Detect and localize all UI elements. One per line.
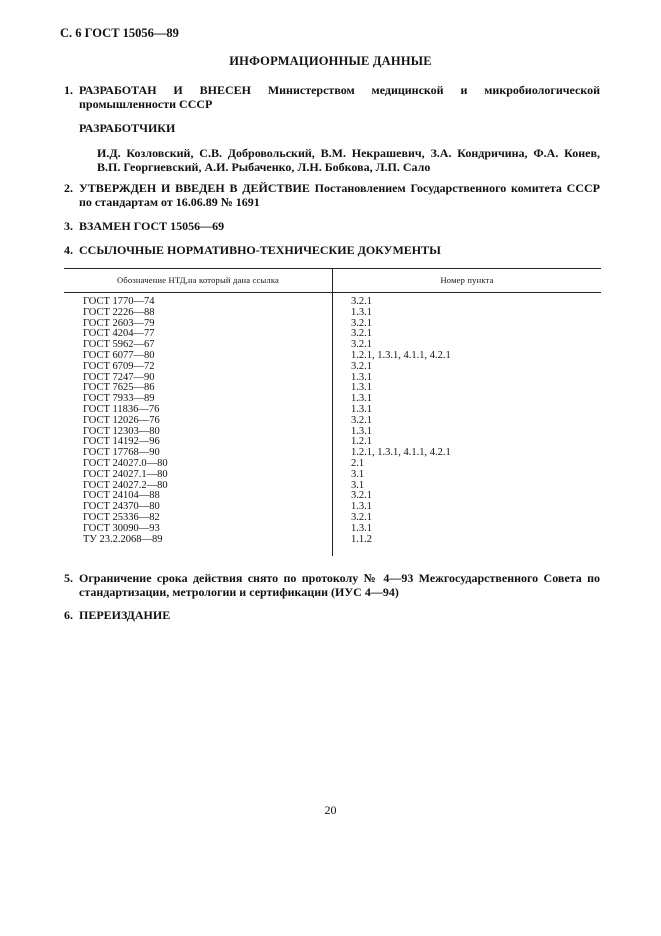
section-1 (64, 83, 600, 111)
document-designation: ГОСТ 1770—74 (83, 296, 155, 307)
section-5-text: Ограничение срока действия снято по протоколу № 4—93 Межгосударственного Совета по стандартизации, метрологии и сертификации (ИУС 4—94) (79, 571, 600, 599)
document-designation: ГОСТ 24027.0—80 (83, 457, 168, 469)
clause-number: 3.2.1 (351, 328, 372, 340)
clause-number: 1.3.1 (351, 382, 372, 394)
document-designation: ГОСТ 11836—76 (83, 403, 160, 415)
section-6-number: 6. (64, 608, 73, 622)
table-row (64, 535, 601, 546)
document-designation: ГОСТ 24104—88 (83, 490, 160, 502)
document-designation: ГОСТ 12303—80 (83, 425, 160, 437)
developers-list: И.Д. Козловский, С.В. Добровольский, В.М. Некрашевич, З.А. Кондричина, Ф.А. Конев, В.П. Георгиевский, А.И. Рыбаченко, Л.Н. Бобкова, Л.П. Сало (97, 146, 600, 174)
section-2 (64, 181, 600, 209)
document-designation: ГОСТ 4204—77 (83, 328, 155, 340)
clause-number: 1.3.1 (351, 306, 372, 318)
clause-number: 1.3.1 (351, 522, 372, 534)
clause-number: 3.1 (351, 468, 365, 480)
section-2-number: 2. (64, 181, 73, 195)
document-designation: ГОСТ 12026—76 (83, 414, 160, 426)
document-designation: ГОСТ 5962—67 (83, 339, 155, 351)
section-4-text: ССЫЛОЧНЫЕ НОРМАТИВНО-ТЕХНИЧЕСКИЕ ДОКУМЕНТЫ (79, 243, 441, 257)
document-designation: ГОСТ 24027.1—80 (83, 468, 168, 480)
references-table (64, 268, 601, 556)
clause-number: 3.2.1 (351, 360, 372, 372)
document-designation: ГОСТ 17768—90 (83, 447, 160, 459)
section-5-number: 5. (64, 571, 73, 585)
table-body (64, 297, 601, 545)
clause-number: 1.3.1 (351, 425, 372, 437)
clause-number: 1.2.1, 1.3.1, 4.1.1, 4.2.1 (351, 349, 451, 361)
table-row (64, 470, 601, 481)
page-number: 20 (324, 803, 337, 817)
clause-number: 1.3.1 (351, 371, 372, 383)
section-4-number: 4. (64, 243, 73, 257)
table-row (64, 524, 601, 535)
clause-number: 3.2.1 (351, 511, 372, 523)
document-designation: ГОСТ 6077—80 (83, 349, 155, 361)
table-row (64, 362, 601, 373)
clause-number: 1.2.1, 1.3.1, 4.1.1, 4.2.1 (351, 447, 451, 459)
clause-number: 2.1 (351, 457, 365, 469)
clause-number: 1.1.2 (351, 533, 372, 545)
table-header-clause: Номер пункта (440, 275, 494, 285)
document-designation: ГОСТ 7625—86 (83, 382, 155, 394)
document-designation: ГОСТ 7933—89 (83, 393, 155, 405)
section-3 (64, 219, 600, 233)
document-designation: ГОСТ 7247—90 (83, 371, 155, 383)
section-6-text: ПЕРЕИЗДАНИЕ (79, 608, 171, 622)
document-designation: ГОСТ 24027.2—80 (83, 479, 168, 491)
table-row (64, 308, 601, 319)
section-4 (64, 243, 600, 257)
document-designation: ТУ 23.2.2068—89 (83, 533, 163, 545)
clause-number: 1.3.1 (351, 393, 372, 405)
clause-number: 3.2.1 (351, 490, 372, 502)
table-header-document: Обозначение НТД,на который дана ссылка (117, 275, 279, 285)
clause-number: 3.2.1 (351, 296, 372, 307)
clause-number: 1.3.1 (351, 501, 372, 513)
section-1-number: 1. (64, 83, 73, 97)
section-2-text: УТВЕРЖДЕН И ВВЕДЕН В ДЕЙСТВИЕ Постановлением Государственного комитета СССР по стандартам от 16.06.89 № 1691 (79, 181, 600, 209)
section-5 (64, 571, 600, 599)
developers-heading: РАЗРАБОТЧИКИ (79, 121, 176, 135)
page-title: ИНФОРМАЦИОННЫЕ ДАННЫЕ (229, 54, 432, 68)
document-designation: ГОСТ 2226—88 (83, 306, 155, 318)
clause-number: 3.1 (351, 479, 365, 491)
section-3-number: 3. (64, 219, 73, 233)
section-6 (64, 608, 600, 622)
section-3-text: ВЗАМЕН ГОСТ 15056—69 (79, 219, 225, 233)
clause-number: 3.2.1 (351, 317, 372, 329)
clause-number: 1.3.1 (351, 403, 372, 415)
clause-number: 1.2.1 (351, 436, 372, 448)
clause-number: 3.2.1 (351, 339, 372, 351)
document-designation: ГОСТ 30090—93 (83, 522, 160, 534)
document-designation: ГОСТ 6709—72 (83, 360, 155, 372)
document-designation: ГОСТ 24370—80 (83, 501, 160, 513)
clause-number: 3.2.1 (351, 414, 372, 426)
section-1-text: РАЗРАБОТАН И ВНЕСЕН Министерством медицинской и микробиологической промышленности СССР (79, 83, 600, 111)
document-designation: ГОСТ 14192—96 (83, 436, 160, 448)
running-header: С. 6 ГОСТ 15056—89 (60, 26, 179, 40)
document-designation: ГОСТ 25336—82 (83, 511, 160, 523)
table-row (64, 416, 601, 427)
document-designation: ГОСТ 2603—79 (83, 317, 155, 329)
